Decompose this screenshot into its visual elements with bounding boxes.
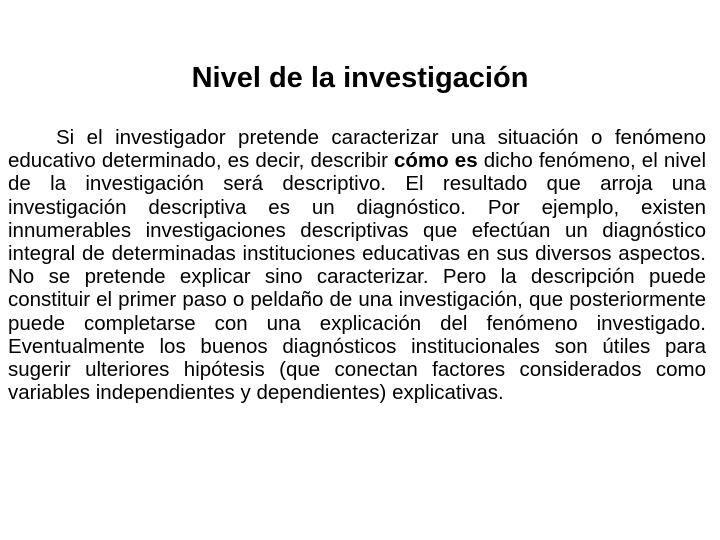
- paragraph-text-start: Si el investigador pretende caracterizar una situación o fenómeno educativo determinado, es decir, describir: [8, 126, 706, 173]
- page-title: Nivel de la investigación: [191, 62, 529, 94]
- emphasis-text: cómo es: [394, 149, 478, 173]
- paragraph-text-end: dicho fenómeno, el nivel de la investigación será descriptivo. El resultado que arroja una investigación descriptiva es un diagnóstico. Por ejemplo, existen innumerables investigaciones descriptivas que efectúan un diagnóstico integral de determinadas instituciones educativas en sus diversos aspectos. No se pretende explicar sino caracterizar. Pero la descripción puede constituir el primer paso o peldaño de una investigación, que posteriormente puede completarse con una explicación del fenómeno investigado. Eventualmente los buenos diagnósticos institucionales son útiles para sugerir ulteriores hipótesis (que conectan factores considerados como variables independientes y dependientes) explicativas.: [8, 149, 707, 405]
- body-paragraph: [8, 126, 706, 404]
